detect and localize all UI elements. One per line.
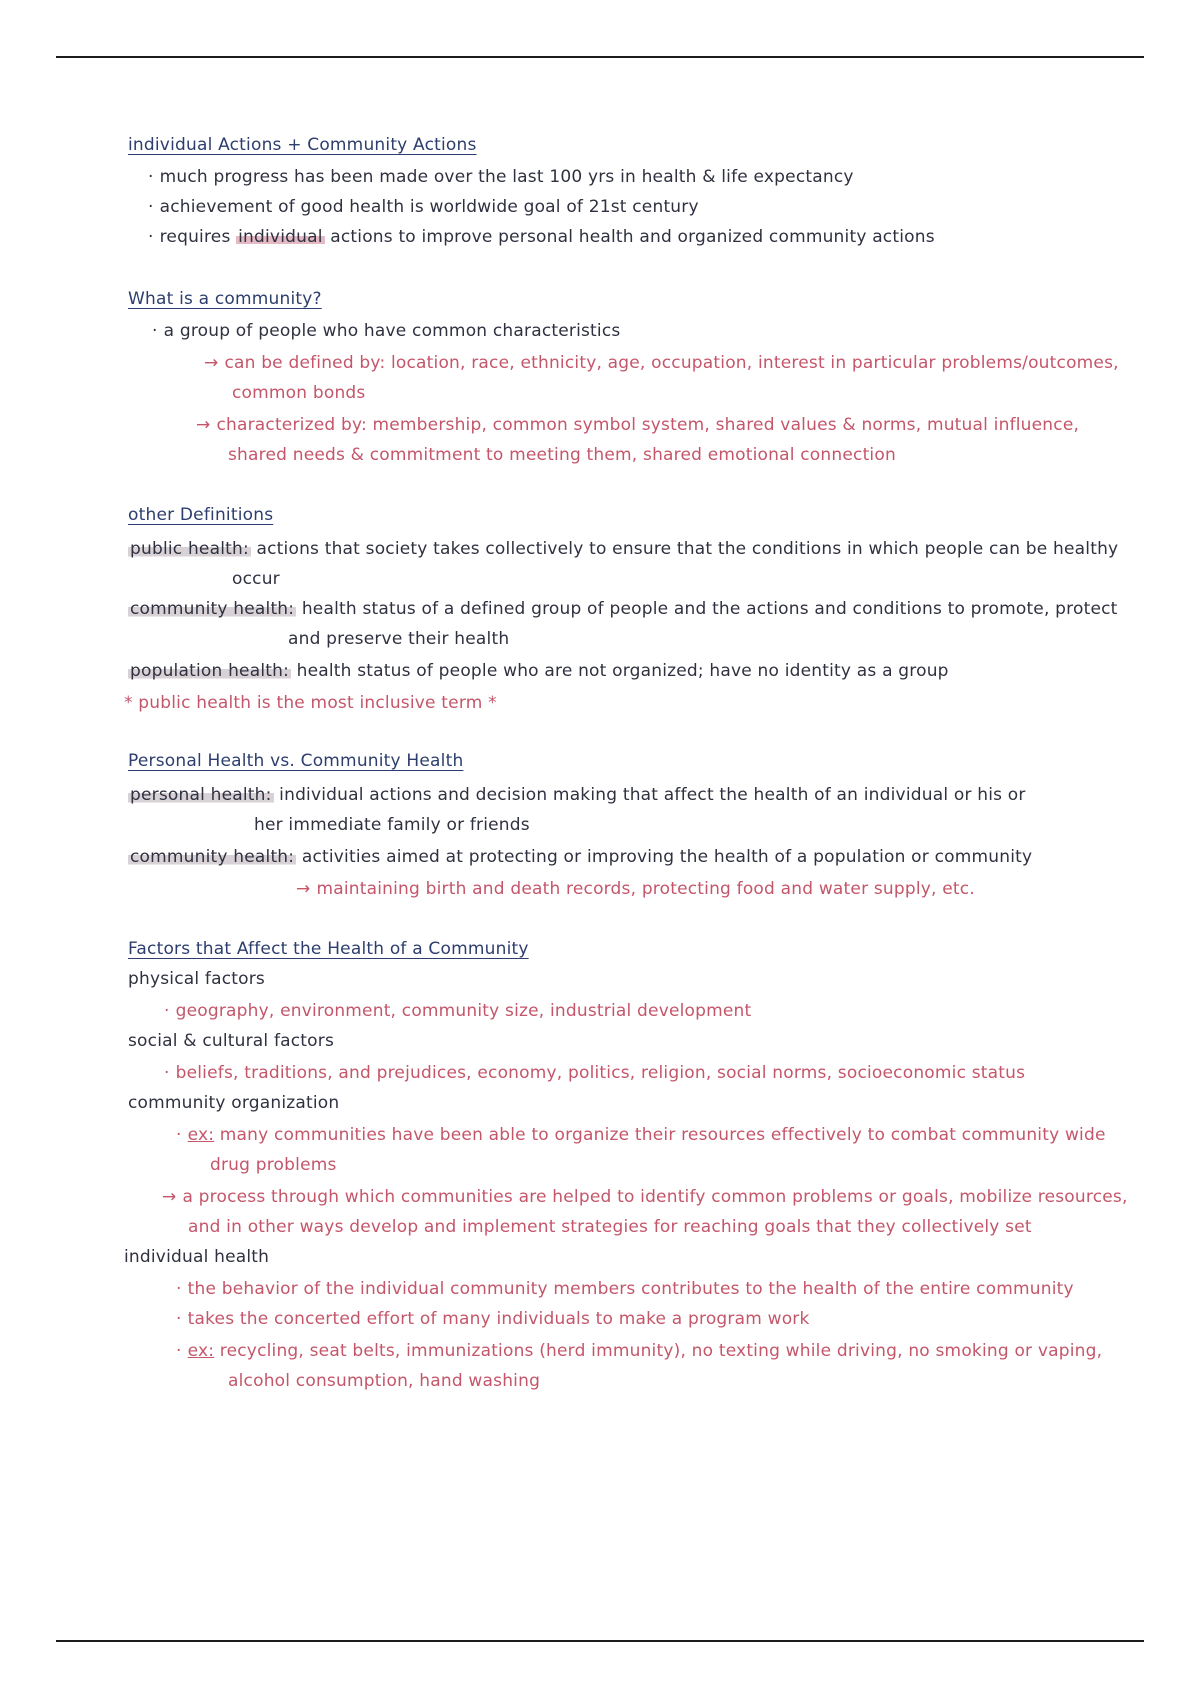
- factor-indiv-example-text: recycling, seat belts, immunizations (herd immunity), no texting while driving, no smoking or vaping,: [219, 1341, 1103, 1361]
- definition-personal-health-cont: her immediate family or friends: [254, 815, 530, 835]
- arrow-icon: →: [204, 353, 219, 373]
- arrow-characterized-by: [196, 414, 1079, 436]
- section-heading-what-is-community: What is a community?: [128, 289, 322, 309]
- section-heading-personal-vs-community: Personal Health vs. Community Health: [128, 751, 464, 771]
- term-personal-health: personal health:: [130, 785, 272, 805]
- arrow-org-process: [162, 1186, 1128, 1208]
- term-population-health: population health:: [130, 661, 290, 681]
- bullet-dot: ·: [176, 1279, 182, 1299]
- text-requires: requires: [159, 227, 231, 247]
- definition-public-health-cont: occur: [232, 569, 280, 589]
- factor-org-example: [176, 1124, 1106, 1146]
- factor-indiv-example: [176, 1340, 1102, 1362]
- highlight-individual: individual: [238, 227, 323, 247]
- definition-personal-health-text: individual actions and decision making that affect the health of an individual or his or: [279, 785, 1026, 805]
- bullet-dot: ·: [176, 1309, 182, 1329]
- bullet-dot: ·: [148, 197, 154, 217]
- bullet-dot: ·: [148, 167, 154, 187]
- factor-community-organization: community organization: [128, 1093, 340, 1113]
- label-ex: ex:: [187, 1341, 215, 1361]
- factor-indiv-bullet-1: [176, 1278, 1074, 1300]
- definition-personal-health: [128, 784, 1026, 806]
- factor-indiv-bullet-2-text: takes the concerted effort of many individuals to make a program work: [187, 1309, 810, 1329]
- bullet-good-health-goal: [148, 196, 699, 218]
- bullet-requires-actions: [148, 226, 935, 248]
- bullet-dot: ·: [152, 321, 158, 341]
- text-requires-rest: actions to improve personal health and organized community actions: [330, 227, 935, 247]
- arrow-defined-by-text: can be defined by: location, race, ethnicity, age, occupation, interest in particular problems/outcomes,: [224, 353, 1119, 373]
- bullet-group-of-people: [152, 320, 620, 342]
- factor-physical-bullet: [164, 1000, 751, 1022]
- arrow-characterized-text: characterized by: membership, common symbol system, shared values & norms, mutual influence,: [216, 415, 1080, 435]
- factor-org-example-cont: drug problems: [210, 1155, 337, 1175]
- arrow-community-examples-text: maintaining birth and death records, protecting food and water supply, etc.: [316, 879, 975, 899]
- arrow-icon: →: [196, 415, 211, 435]
- bullet-group-text: a group of people who have common characteristics: [163, 321, 621, 341]
- bottom-rule: [56, 1640, 1144, 1642]
- factor-indiv-example-cont: alcohol consumption, hand washing: [228, 1371, 541, 1391]
- label-ex: ex:: [187, 1125, 215, 1145]
- bullet-good-health-text: achievement of good health is worldwide goal of 21st century: [159, 197, 699, 217]
- term-community-health: community health:: [130, 599, 295, 619]
- bullet-progress-text: much progress has been made over the last 100 yrs in health & life expectancy: [159, 167, 854, 187]
- arrow-defined-by-cont: common bonds: [232, 383, 366, 403]
- definition-population-health: [128, 660, 949, 682]
- definition-community-health: [128, 598, 1118, 620]
- factor-indiv-bullet-2: [176, 1308, 810, 1330]
- definition-community-health-2-text: activities aimed at protecting or improving the health of a population or community: [301, 847, 1033, 867]
- factor-indiv-bullet-1-text: the behavior of the individual community members contributes to the health of the entire community: [187, 1279, 1074, 1299]
- top-rule: [56, 56, 1144, 58]
- factor-org-example-text: many communities have been able to organize their resources effectively to combat community wide: [219, 1125, 1106, 1145]
- arrow-defined-by: [204, 352, 1119, 374]
- definition-community-health-cont: and preserve their health: [288, 629, 510, 649]
- definition-community-health-2: [128, 846, 1032, 868]
- factor-physical: physical factors: [128, 969, 265, 989]
- arrow-icon: →: [296, 879, 311, 899]
- definition-population-health-text: health status of people who are not organized; have no identity as a group: [296, 661, 949, 681]
- term-public-health: public health:: [130, 539, 249, 559]
- factor-social-bullet: [164, 1062, 1025, 1084]
- bullet-dot: ·: [164, 1063, 170, 1083]
- factor-individual-health: individual health: [124, 1247, 270, 1267]
- bullet-progress: [148, 166, 854, 188]
- arrow-community-health-examples: [296, 878, 975, 900]
- factor-social-cultural: social & cultural factors: [128, 1031, 335, 1051]
- definition-public-health: [128, 538, 1118, 560]
- note-public-health-inclusive: * public health is the most inclusive term *: [124, 693, 497, 713]
- term-community-health-2: community health:: [130, 847, 295, 867]
- factor-physical-bullet-text: geography, environment, community size, industrial development: [175, 1001, 752, 1021]
- definition-community-health-text: health status of a defined group of people and the actions and conditions to promote, protect: [301, 599, 1118, 619]
- section-heading-factors: Factors that Affect the Health of a Community: [128, 939, 529, 959]
- bullet-dot: ·: [164, 1001, 170, 1021]
- factor-social-bullet-text: beliefs, traditions, and prejudices, economy, politics, religion, social norms, socioeconomic status: [175, 1063, 1026, 1083]
- definition-public-health-text: actions that society takes collectively to ensure that the conditions in which people can be healthy: [256, 539, 1119, 559]
- bullet-dot: ·: [176, 1341, 182, 1361]
- arrow-org-process-text: a process through which communities are helped to identify common problems or goals, mobilize resources,: [182, 1187, 1128, 1207]
- section-heading-other-definitions: other Definitions: [128, 505, 274, 525]
- arrow-icon: →: [162, 1187, 177, 1207]
- bullet-dot: ·: [148, 227, 154, 247]
- arrow-characterized-cont: shared needs & commitment to meeting them, shared emotional connection: [228, 445, 896, 465]
- arrow-org-process-cont: and in other ways develop and implement strategies for reaching goals that they collectively set: [188, 1217, 1032, 1237]
- bullet-dot: ·: [176, 1125, 182, 1145]
- section-heading-individual-community-actions: individual Actions + Community Actions: [128, 135, 477, 155]
